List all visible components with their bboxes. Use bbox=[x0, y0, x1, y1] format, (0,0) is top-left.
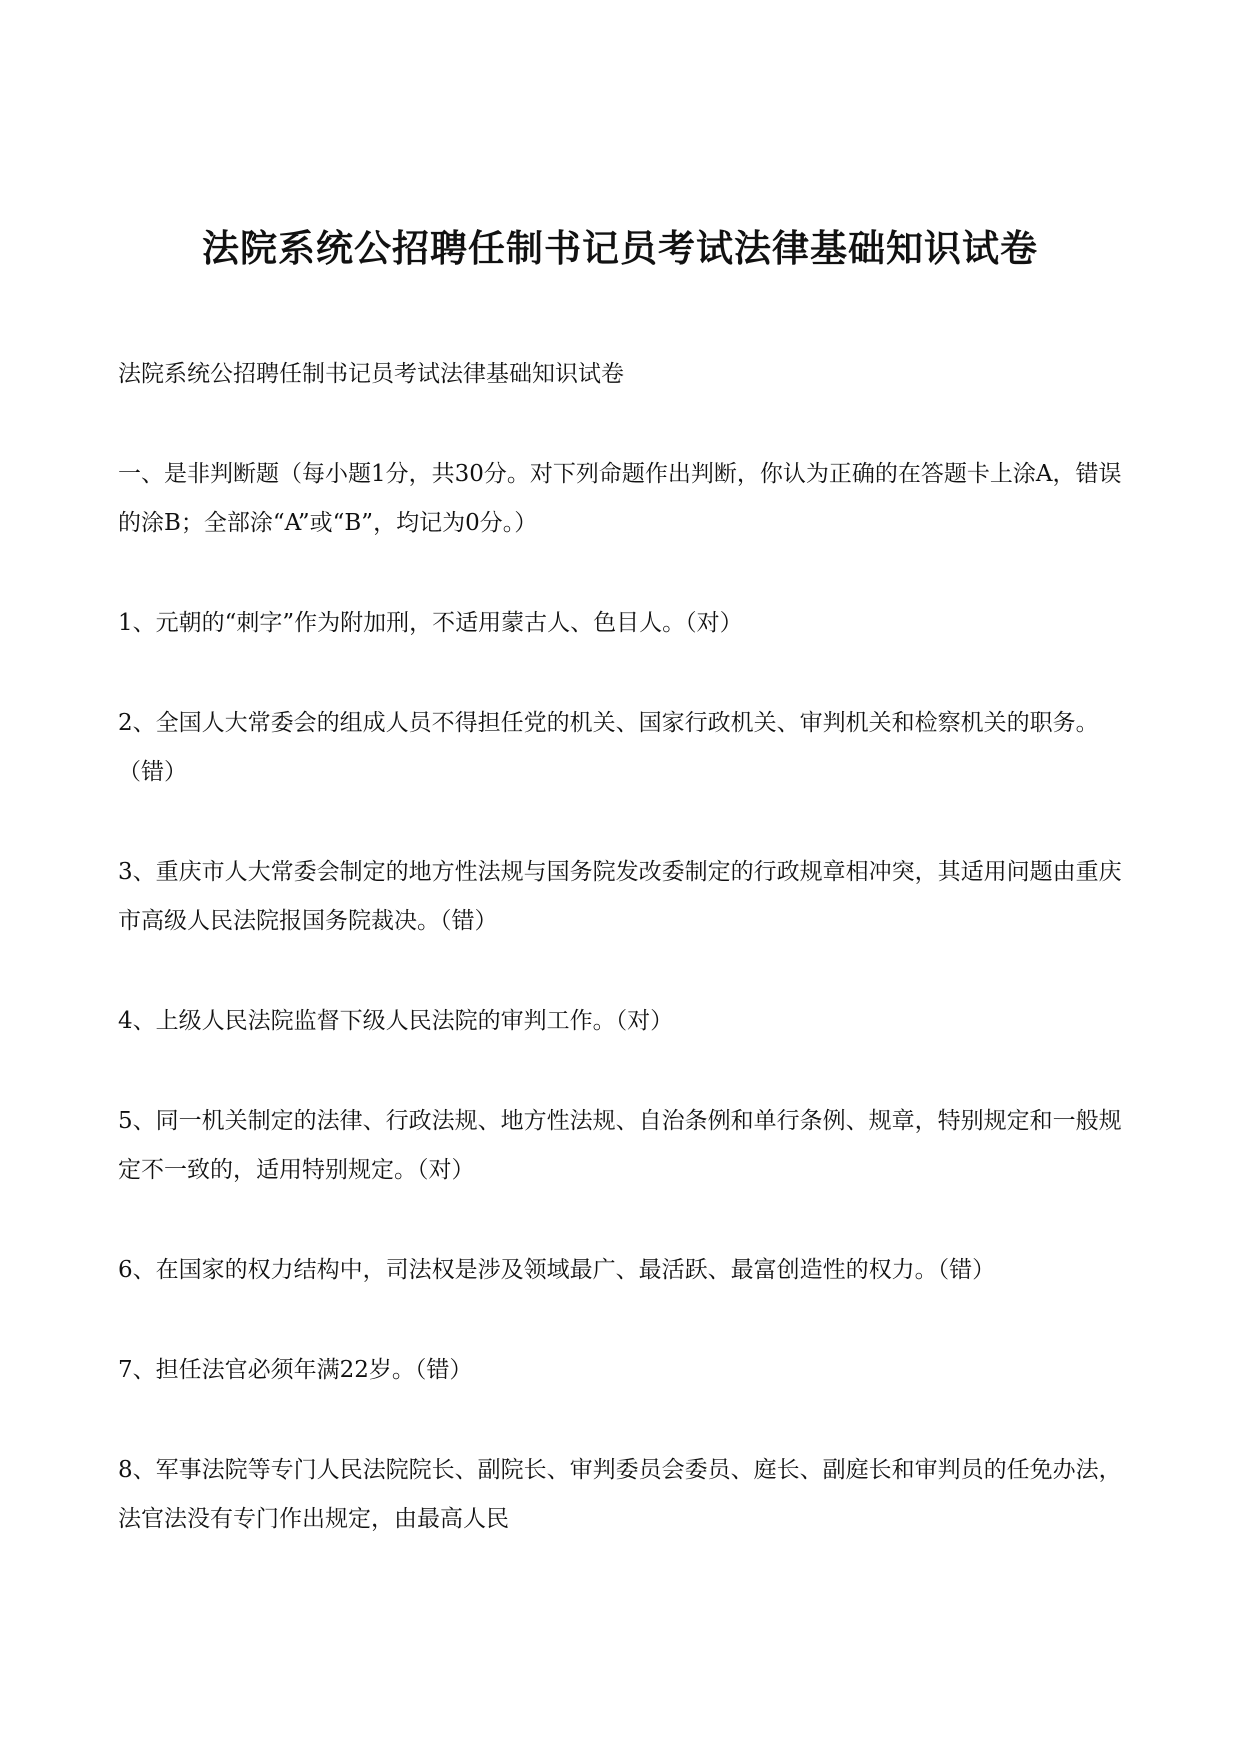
document-title: 法院系统公招聘任制书记员考试法律基础知识试卷 bbox=[202, 226, 1038, 270]
question-8: 8、军事法院等专门人民法院院长、副院长、审判委员会委员、庭长、副庭长和审判员的任免办法，法官法没有专门作出规定，由最高人民 bbox=[118, 1457, 1122, 1532]
question-2: 2、全国人大常委会的组成人员不得担任党的机关、国家行政机关、审判机关和检察机关的职务。（错） bbox=[118, 710, 1099, 785]
document-subtitle: 法院系统公招聘任制书记员考试法律基础知识试卷 bbox=[118, 361, 624, 387]
section-header: 一、是非判断题（每小题1分，共30分。对下列命题作出判断，你认为正确的在答题卡上涂A，错误的涂B；全部涂“A”或“B”，均记为0分。） bbox=[118, 461, 1122, 536]
question-6: 6、在国家的权力结构中，司法权是涉及领域最广、最活跃、最富创造性的权力。（错） bbox=[118, 1257, 996, 1283]
question-7: 7、担任法官必须年满22岁。（错） bbox=[118, 1357, 473, 1383]
question-5: 5、同一机关制定的法律、行政法规、地方性法规、自治条例和单行条例、规章，特别规定和一般规定不一致的，适用特别规定。（对） bbox=[118, 1108, 1122, 1183]
question-3: 3、重庆市人大常委会制定的地方性法规与国务院发改委制定的行政规章相冲突，其适用问题由重庆市高级人民法院报国务院裁决。（错） bbox=[118, 859, 1122, 934]
question-1: 1、元朝的“刺字”作为附加刑，不适用蒙古人、色目人。（对） bbox=[118, 610, 743, 636]
document-body bbox=[118, 350, 1128, 1544]
question-4: 4、上级人民法院监督下级人民法院的审判工作。（对） bbox=[118, 1008, 674, 1034]
